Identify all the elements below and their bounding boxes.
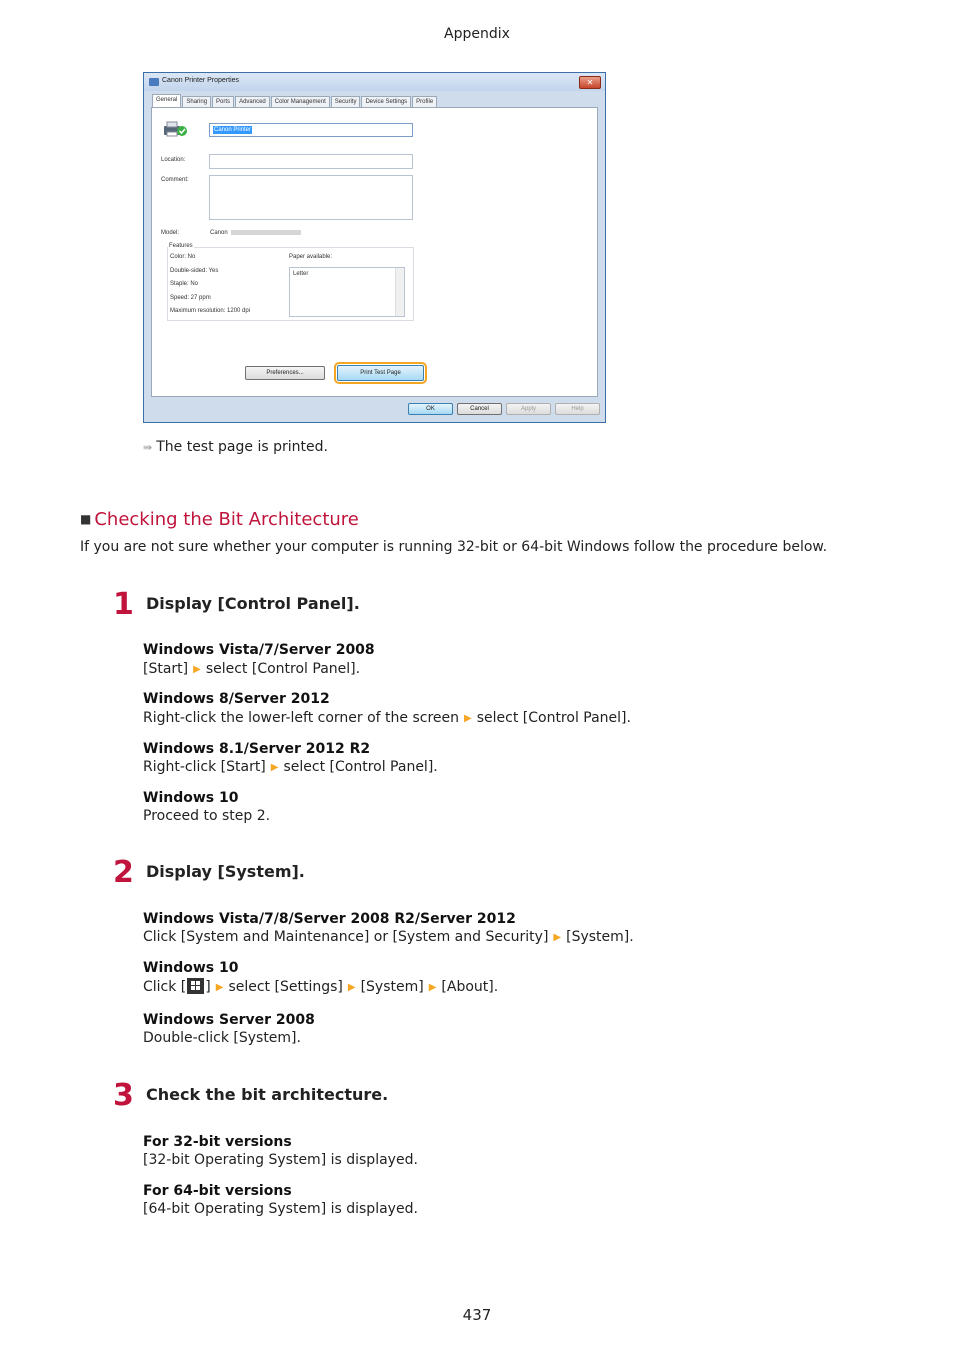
location-input[interactable] bbox=[209, 154, 413, 169]
result-arrow-icon: ⇛ bbox=[143, 441, 153, 454]
result-line bbox=[143, 439, 328, 455]
triangle-arrow-icon: ▶ bbox=[215, 982, 224, 993]
tab-advanced[interactable]: Advanced bbox=[235, 96, 270, 108]
sub-text: Click [ ] ▶ select [Settings] ▶ [System] ▶ [About]. bbox=[143, 979, 499, 995]
triangle-arrow-icon: ▶ bbox=[193, 664, 201, 675]
result-text: The test page is printed. bbox=[156, 439, 328, 455]
printer-name-input[interactable] bbox=[209, 123, 413, 137]
windows-start-icon bbox=[187, 978, 204, 994]
printer-properties-dialog bbox=[143, 72, 606, 423]
sub-text: Click [System and Maintenance] or [System and Security] ▶ [System]. bbox=[143, 929, 634, 945]
dialog-tabs bbox=[152, 94, 438, 107]
tab-ports[interactable]: Ports bbox=[212, 96, 234, 108]
double-sided-feature: Double-sided: Yes bbox=[170, 268, 219, 274]
paper-list-scrollbar[interactable] bbox=[395, 268, 404, 316]
triangle-arrow-icon: ▶ bbox=[270, 762, 279, 773]
staple-feature: Staple: No bbox=[170, 281, 199, 287]
sub-text: [64-bit Operating System] is displayed. bbox=[143, 1201, 418, 1217]
sub-heading: Windows Server 2008 bbox=[143, 1012, 315, 1028]
step-title: Display [Control Panel]. bbox=[146, 594, 360, 613]
features-label: Features bbox=[169, 243, 193, 249]
tab-profile[interactable]: Profile bbox=[412, 96, 437, 108]
printer-icon bbox=[162, 120, 188, 138]
sub-heading: For 64-bit versions bbox=[143, 1183, 292, 1199]
section-title: ■ Checking the Bit Architecture bbox=[80, 509, 359, 530]
tab-security[interactable]: Security bbox=[331, 96, 361, 108]
step-number: 3 bbox=[113, 1078, 134, 1113]
page-number: 437 bbox=[462, 1306, 492, 1324]
sub-heading: Windows 10 bbox=[143, 960, 239, 976]
step-number: 2 bbox=[113, 855, 134, 890]
printer-name-value: Canon Printer bbox=[214, 127, 252, 133]
sub-text: [32-bit Operating System] is displayed. bbox=[143, 1152, 418, 1168]
comment-input[interactable] bbox=[209, 175, 413, 220]
preferences-button[interactable]: Preferences... bbox=[245, 366, 325, 380]
ok-button[interactable]: OK bbox=[408, 403, 453, 415]
step-title: Display [System]. bbox=[146, 862, 305, 881]
tab-general[interactable]: General bbox=[152, 94, 181, 108]
dialog-titlebar bbox=[144, 73, 605, 91]
paper-available-label: Paper available: bbox=[289, 254, 333, 260]
tab-sharing[interactable]: Sharing bbox=[182, 96, 211, 108]
cancel-button[interactable]: Cancel bbox=[457, 403, 502, 415]
comment-label: Comment: bbox=[161, 177, 189, 183]
square-bullet-icon: ■ bbox=[80, 512, 92, 526]
printer-small-icon bbox=[149, 78, 159, 86]
general-panel bbox=[151, 107, 598, 397]
triangle-arrow-icon: ▶ bbox=[347, 982, 356, 993]
paper-item[interactable]: Letter bbox=[293, 271, 309, 277]
sub-heading: Windows 8/Server 2012 bbox=[143, 691, 330, 707]
sub-heading: Windows Vista/7/8/Server 2008 R2/Server 2012 bbox=[143, 911, 516, 927]
model-value: Canon bbox=[210, 230, 301, 236]
triangle-arrow-icon: ▶ bbox=[428, 982, 437, 993]
speed-feature: Speed: 27 ppm bbox=[170, 295, 211, 301]
color-feature: Color: No bbox=[170, 254, 196, 260]
sub-heading: Windows 8.1/Server 2012 R2 bbox=[143, 741, 371, 757]
triangle-arrow-icon: ▶ bbox=[464, 713, 472, 724]
close-icon[interactable]: ✕ bbox=[579, 76, 601, 89]
sub-heading: Windows Vista/7/Server 2008 bbox=[143, 642, 375, 658]
section-intro: If you are not sure whether your computer is running 32-bit or 64-bit Windows follow the procedure below. bbox=[80, 539, 828, 555]
apply-button[interactable]: Apply bbox=[506, 403, 551, 415]
sub-heading: Windows 10 bbox=[143, 790, 239, 806]
sub-text: Proceed to step 2. bbox=[143, 808, 271, 824]
tab-device-settings[interactable]: Device Settings bbox=[361, 96, 411, 108]
sub-text: Right-click the lower-left corner of the screen ▶ select [Control Panel]. bbox=[143, 710, 631, 726]
dialog-title: Canon Printer Properties bbox=[162, 77, 240, 84]
sub-text: Double-click [System]. bbox=[143, 1030, 301, 1046]
page-header: Appendix bbox=[444, 26, 510, 42]
sub-heading: For 32-bit versions bbox=[143, 1134, 292, 1150]
step-number: 1 bbox=[113, 587, 134, 622]
paper-list[interactable] bbox=[289, 267, 405, 317]
model-label: Model: bbox=[161, 230, 180, 236]
sub-text: Right-click [Start] ▶ select [Control Panel]. bbox=[143, 759, 438, 775]
help-button[interactable]: Help bbox=[555, 403, 600, 415]
triangle-arrow-icon: ▶ bbox=[553, 932, 562, 943]
sub-text: [Start] ▶ select [Control Panel]. bbox=[143, 661, 361, 677]
step-title: Check the bit architecture. bbox=[146, 1085, 389, 1104]
location-label: Location: bbox=[161, 157, 186, 163]
tab-color-management[interactable]: Color Management bbox=[271, 96, 330, 108]
print-test-page-button[interactable]: Print Test Page bbox=[337, 365, 424, 381]
max-resolution-feature: Maximum resolution: 1200 dpi bbox=[170, 308, 251, 314]
